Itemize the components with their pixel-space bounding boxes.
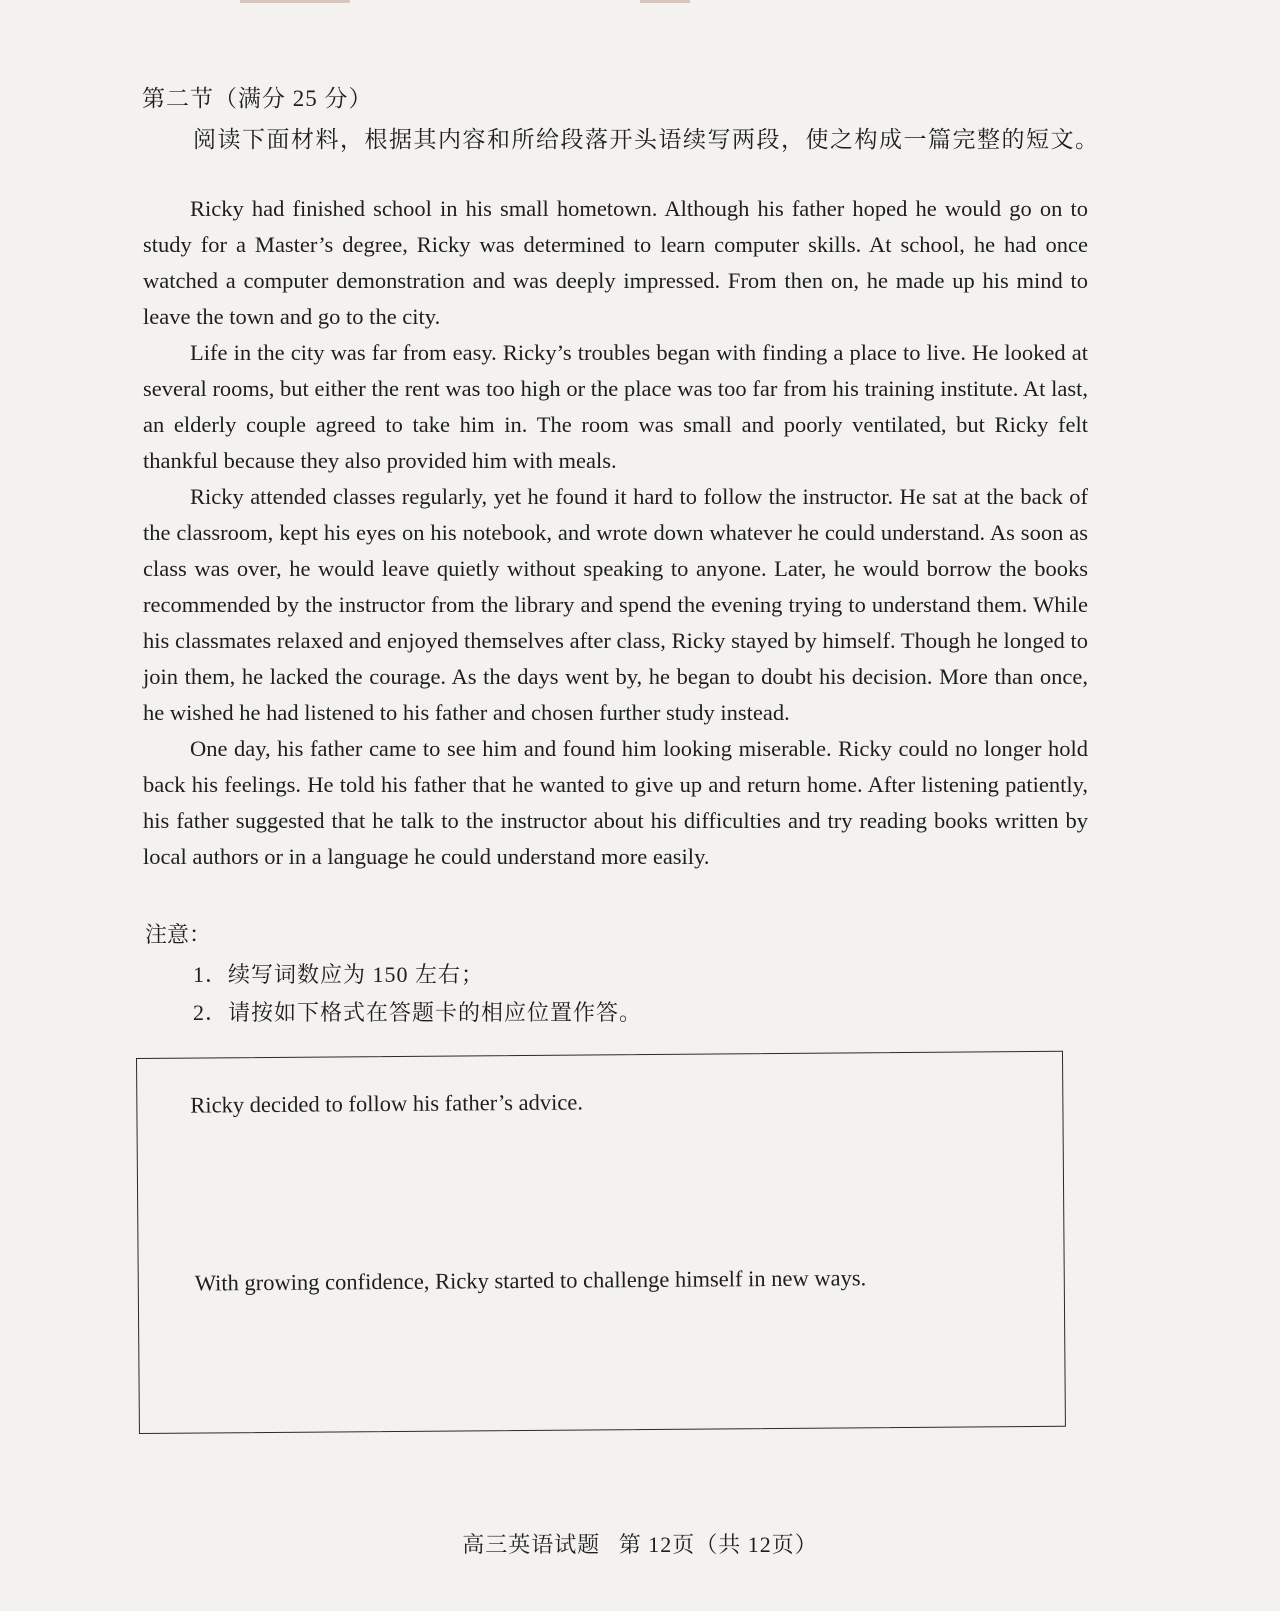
notes-label: 注意：	[145, 922, 212, 947]
passage-paragraph: One day, his father came to see him and found him looking miserable. Ricky could no longer hold back his feelings. He told his father that he wanted to give up and return home. After listening patiently, his father suggested that he talk to the instructor about his difficulties and try reading books written by local authors or in a language he could understand more easily.	[143, 736, 1088, 869]
footer-title: 高三英语试题	[462, 1532, 601, 1557]
footer-page-number: 第 12页（共 12页）	[618, 1532, 818, 1557]
task-instruction: 阅读下面材料，根据其内容和所给段落开头语续写两段，使之构成一篇完整的短文。	[193, 127, 1100, 152]
passage-paragraph: Life in the city was far from easy. Ricky’s troubles began with finding a place to live. He looked at several rooms, but either the rent was too high or the place was too far from his training institute. At last, an elderly couple agreed to take him in. The room was small and poorly ventilated, but Ricky felt thankful because they also provided him with meals.	[143, 340, 1088, 473]
answer-box	[136, 1051, 1066, 1434]
scan-marks	[240, 0, 700, 6]
passage-paragraph: Ricky had finished school in his small hometown. Although his father hoped he would go on to study for a Master’s degree, Ricky was determined to learn computer skills. At school, he had once watched a computer demonstration and was deeply impressed. From then on, he made up his mind to leave the town and go to the city.	[143, 196, 1088, 329]
reading-passage	[143, 191, 1088, 875]
note-item: 1．续写词数应为 150 左右；	[193, 962, 485, 987]
note-item: 2．请按如下格式在答题卡的相应位置作答。	[193, 1000, 643, 1025]
paragraph-opener-1: Ricky decided to follow his father’s advice.	[190, 1089, 584, 1118]
page-footer	[0, 1528, 1280, 1559]
paragraph-opener-2: With growing confidence, Ricky started to challenge himself in new ways.	[194, 1265, 867, 1296]
passage-paragraph: Ricky attended classes regularly, yet he found it hard to follow the instructor. He sat at the back of the classroom, kept his eyes on his notebook, and wrote down whatever he could understand. As soon as class was over, he would leave quietly without speaking to anyone. Later, he would borrow the books recommended by the instructor from the library and spend the evening trying to understand them. While his classmates relaxed and enjoyed themselves after class, Ricky stayed by himself. Though he longed to join them, he lacked the courage. As the days went by, he began to doubt his decision. More than once, he wished he had listened to his father and chosen further study instead.	[143, 484, 1088, 725]
section-heading: 第二节（满分 25 分）	[142, 86, 373, 111]
